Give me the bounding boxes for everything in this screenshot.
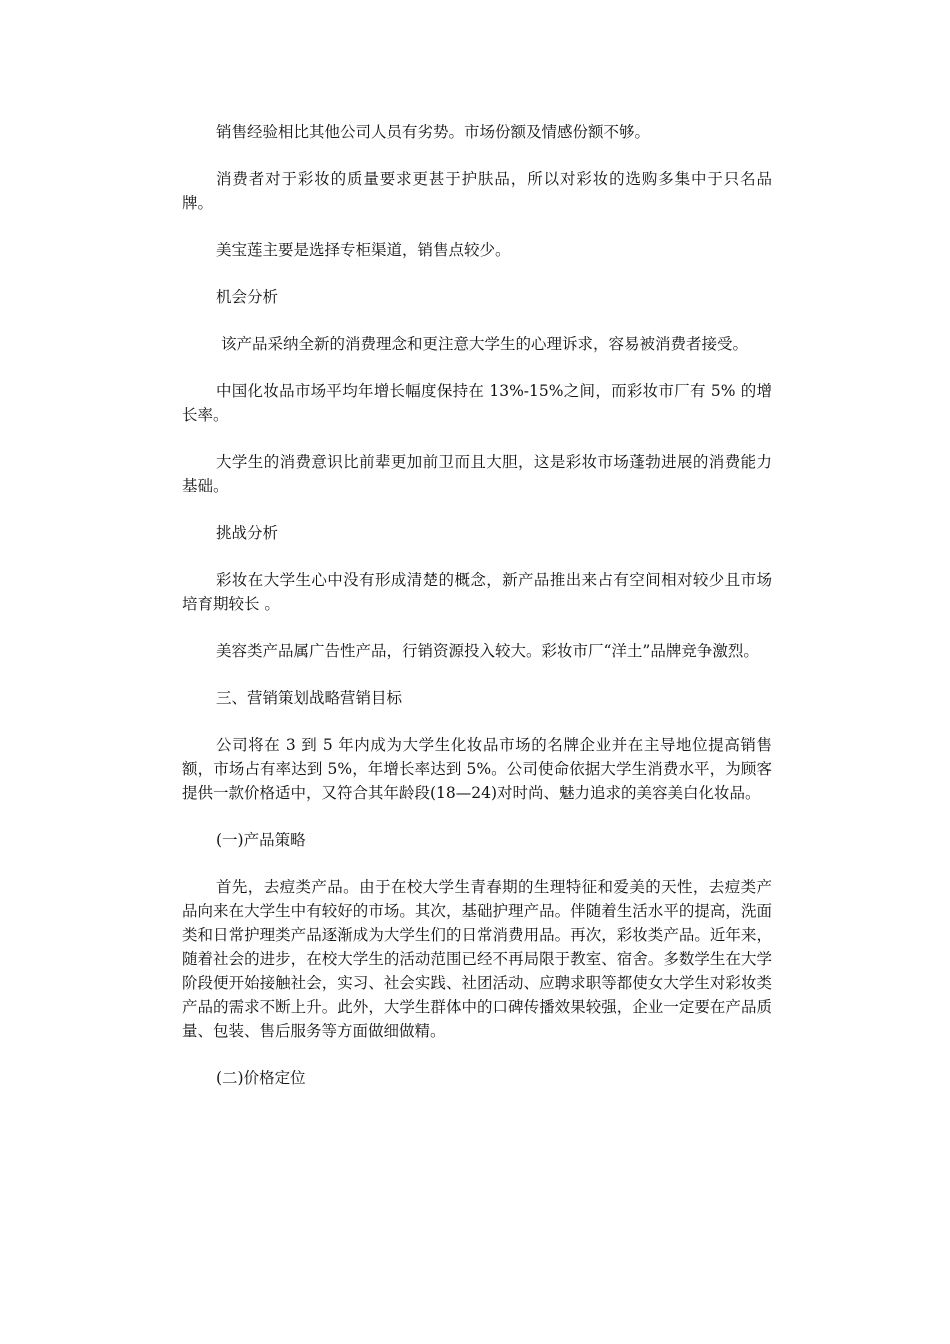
heading-challenge-analysis: 挑战分析 bbox=[216, 524, 279, 542]
paragraph-maybelline-channels: 美宝莲主要是选择专柜渠道，销售点较少。 bbox=[216, 241, 511, 259]
paragraph-market-growth: 中国化妆品市场平均年增长幅度保持在 13%-15%之间，而彩妆市厂有 5% 的增长率。 bbox=[182, 382, 772, 424]
heading-opportunity-analysis: 机会分析 bbox=[216, 288, 279, 306]
paragraph-sales-experience: 销售经验相比其他公司人员有劣势。市场份额及情感份额不够。 bbox=[216, 123, 651, 141]
paragraph-consumer-quality: 消费者对于彩妆的质量要求更甚于护肤品，所以对彩妆的选购多集中于只名品牌。 bbox=[182, 170, 772, 212]
paragraph-unclear-concept: 彩妆在大学生心中没有形成清楚的概念，新产品推出来占有空间相对较少且市场培育期较长 。 bbox=[182, 571, 772, 613]
heading-marketing-goals: 三、营销策划战略营销目标 bbox=[216, 689, 403, 707]
paragraph-advertising-products: 美容类产品属广告性产品，行销资源投入较大。彩妆市厂“洋土”品牌竞争激烈。 bbox=[216, 642, 759, 660]
heading-price-positioning: (二)价格定位 bbox=[216, 1069, 306, 1087]
paragraph-student-consumption: 大学生的消费意识比前辈更加前卫而且大胆，这是彩妆市场蓬勃进展的消费能力基础。 bbox=[182, 453, 772, 495]
document-body bbox=[182, 120, 772, 1113]
heading-product-strategy: (一)产品策略 bbox=[216, 831, 306, 849]
paragraph-product-strategy: 首先，去痘类产品。由于在校大学生青春期的生理特征和爱美的天性，去痘类产品向来在大学生中有较好的市场。其次，基础护理产品。伴随着生活水平的提高，洗面类和日常护理类产品逐渐成为大学生们的日常消费用品。再次，彩妆类产品。近年来，随着社会的进步，在校大学生的活动范围已经不再局限于教室、宿舍。多数学生在大学阶段便开始接触社会，实习、社会实践、社团活动、应聘求职等都使女大学生对彩妆类产品的需求不断上升。此外，大学生群体中的口碑传播效果较强，企业一定要在产品质量、包装、售后服务等方面做细做精。 bbox=[182, 878, 772, 1040]
paragraph-company-goals: 公司将在 3 到 5 年内成为大学生化妆品市场的名牌企业并在主导地位提高销售额，市场占有率达到 5%，年增长率达到 5%。公司使命依据大学生消费水平，为顾客提供一款价格适中，又符合其年龄段(18—24)对时尚、魅力追求的美容美白化妆品。 bbox=[182, 736, 772, 802]
paragraph-new-concept: 该产品采纳全新的消费理念和更注意大学生的心理诉求，容易被消费者接受。 bbox=[216, 335, 748, 353]
